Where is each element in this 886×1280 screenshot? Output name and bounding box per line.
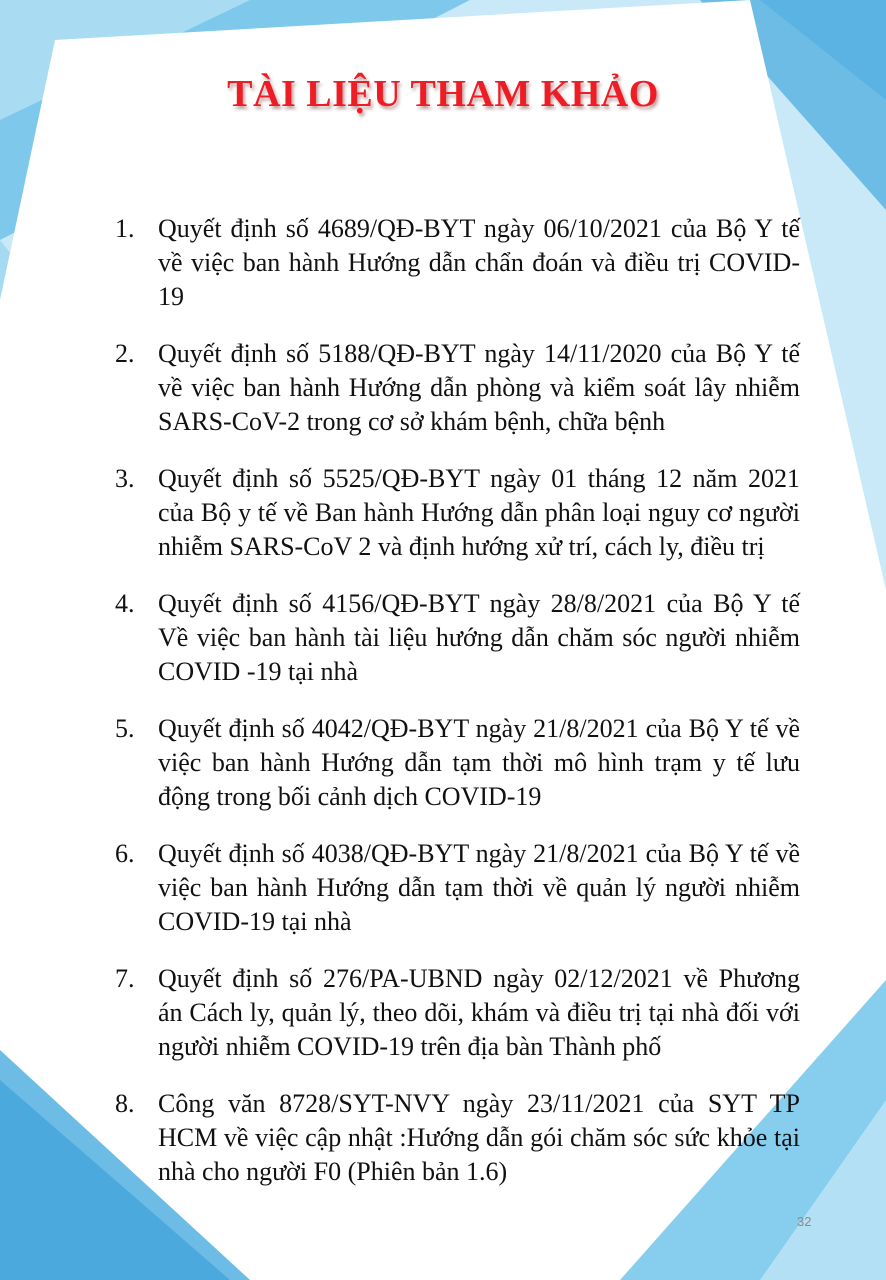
list-item <box>110 337 800 439</box>
page-title: TÀI LIỆU THAM KHẢO <box>227 73 659 115</box>
list-item-text: Quyết định số 276/PA-UBND ngày 02/12/2021 về Phương án Cách ly, quản lý, theo dõi, khám và điều trị tại nhà đối với người nhiễm COVID-19 trên địa bàn Thành phố <box>158 964 800 1061</box>
list-item <box>110 962 800 1064</box>
page-number: 32 <box>797 1214 812 1229</box>
list-item-number: 3. <box>115 464 135 493</box>
list-item-text: Quyết định số 5525/QĐ-BYT ngày 01 tháng 12 năm 2021 của Bộ y tế về Ban hành Hướng dẫn phân loại nguy cơ người nhiễm SARS-CoV 2 và định hướng xử trí, cách ly, điều trị <box>158 464 800 561</box>
list-item <box>110 712 800 814</box>
list-item-text: Quyết định số 4156/QĐ-BYT ngày 28/8/2021 của Bộ Y tế Về việc ban hành tài liệu hướng dẫn chăm sóc người nhiễm COVID -19 tại nhà <box>158 589 800 686</box>
reference-list <box>110 212 800 1212</box>
list-item <box>110 212 800 314</box>
list-item-number: 1. <box>115 214 135 243</box>
list-item <box>110 1087 800 1189</box>
list-item-text: Quyết định số 5188/QĐ-BYT ngày 14/11/2020 của Bộ Y tế về việc ban hành Hướng dẫn phòng và kiểm soát lây nhiễm SARS-CoV-2 trong cơ sở khám bệnh, chữa bệnh <box>158 339 800 436</box>
list-item-text: Quyết định số 4042/QĐ-BYT ngày 21/8/2021 của Bộ Y tế về việc ban hành Hướng dẫn tạm thời mô hình trạm y tế lưu động trong bối cảnh dịch COVID-19 <box>158 714 800 811</box>
list-item <box>110 462 800 564</box>
list-item-number: 4. <box>115 589 135 618</box>
list-item-number: 5. <box>115 714 135 743</box>
list-item-text: Quyết định số 4689/QĐ-BYT ngày 06/10/2021 của Bộ Y tế về việc ban hành Hướng dẫn chẩn đoán và điều trị COVID-19 <box>158 214 800 311</box>
list-item-number: 7. <box>115 964 135 993</box>
list-item-text: Công văn 8728/SYT-NVY ngày 23/11/2021 của SYT TP HCM về việc cập nhật :Hướng dẫn gói chăm sóc sức khỏe tại nhà cho người F0 (Phiên bản 1.6) <box>158 1089 800 1186</box>
list-item <box>110 587 800 689</box>
list-item <box>110 837 800 939</box>
list-item-number: 2. <box>115 339 135 368</box>
list-item-number: 8. <box>115 1089 135 1118</box>
list-item-text: Quyết định số 4038/QĐ-BYT ngày 21/8/2021 của Bộ Y tế về việc ban hành Hướng dẫn tạm thời về quản lý người nhiễm COVID-19 tại nhà <box>158 839 800 936</box>
list-item-number: 6. <box>115 839 135 868</box>
